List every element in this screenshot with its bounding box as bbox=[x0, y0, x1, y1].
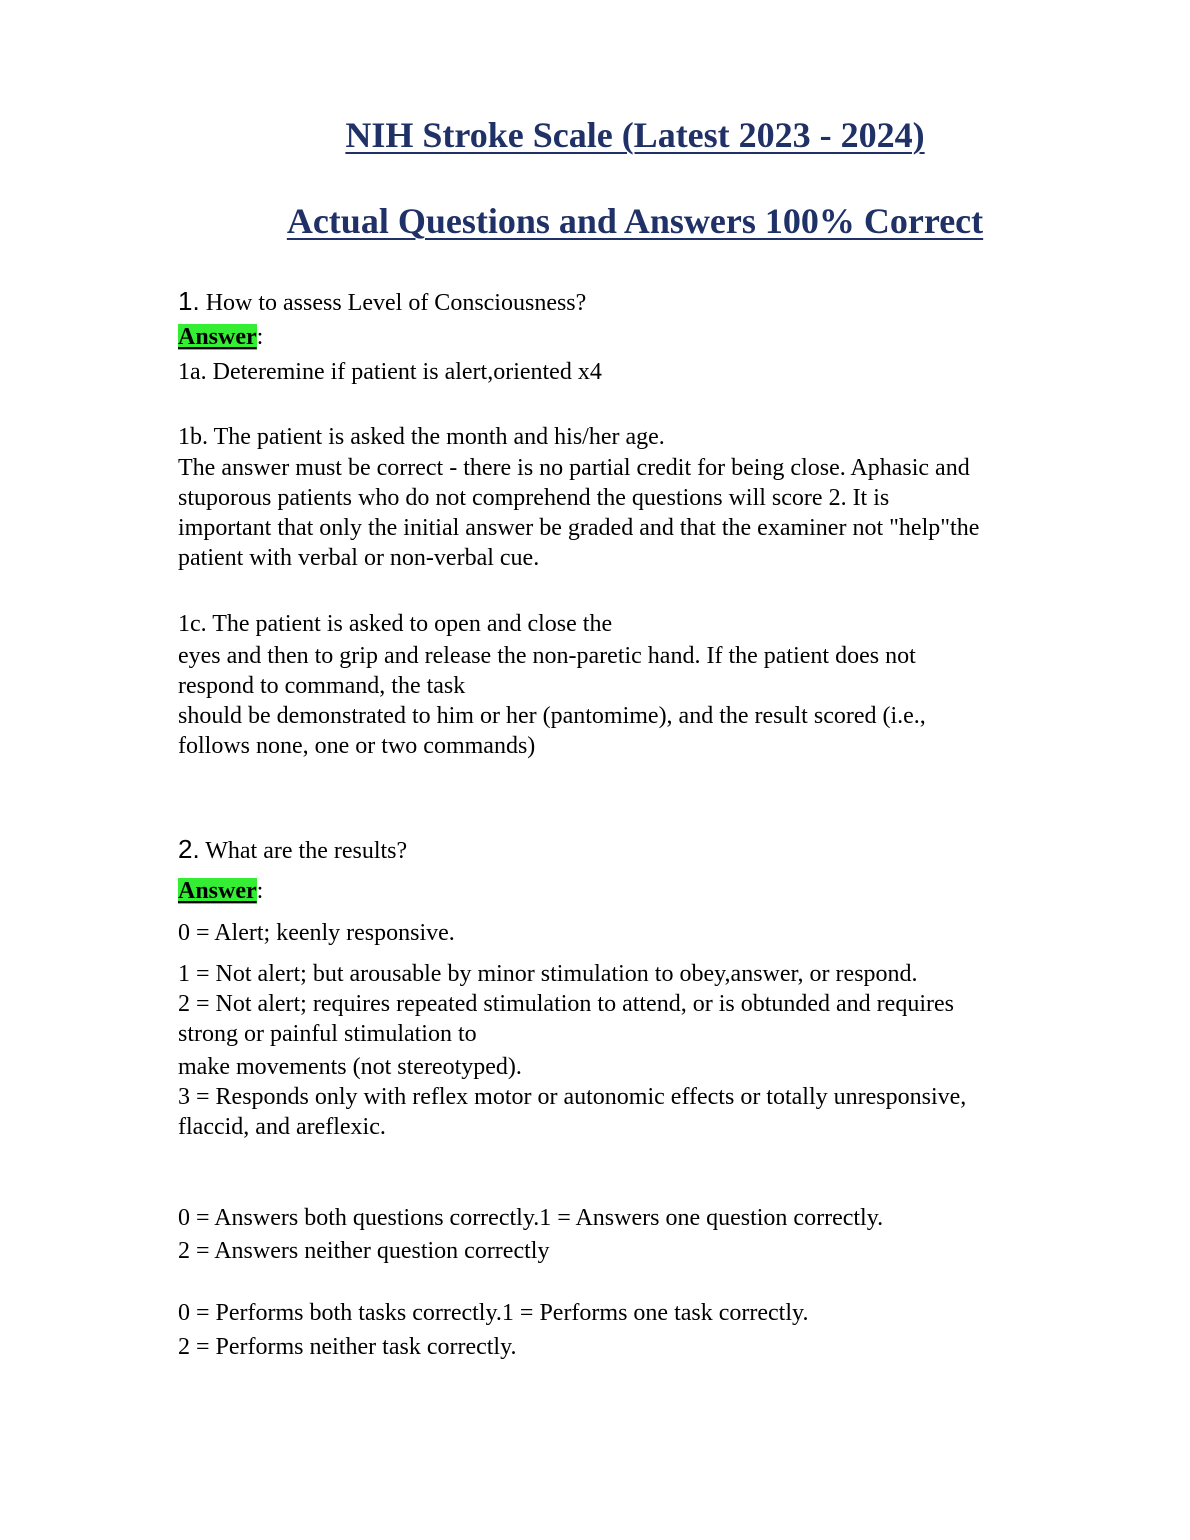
answer-1b-line: important that only the initial answer be graded and that the examiner not "help"the bbox=[178, 515, 980, 541]
answer-label: Answer bbox=[178, 878, 257, 904]
score-line: 0 = Answers both questions correctly.1 = Answers one question correctly. bbox=[178, 1205, 884, 1231]
answer-1b-line: patient with verbal or non-verbal cue. bbox=[178, 545, 540, 571]
result-line: flaccid, and areflexic. bbox=[178, 1114, 386, 1140]
question-number: 2. bbox=[178, 834, 200, 864]
result-line: 1 = Not alert; but arousable by minor stimulation to obey,answer, or respond. bbox=[178, 961, 918, 987]
answer-label-row bbox=[178, 322, 263, 352]
document-title: NIH Stroke Scale (Latest 2023 - 2024) bbox=[345, 115, 925, 155]
answer-1c-line: follows none, one or two commands) bbox=[178, 733, 536, 759]
answer-1c-line: respond to command, the task bbox=[178, 673, 466, 699]
document-subtitle: Actual Questions and Answers 100% Correct bbox=[286, 201, 984, 241]
answer-1b-line: The answer must be correct - there is no partial credit for being close. Aphasic and bbox=[178, 455, 970, 481]
question-2 bbox=[178, 834, 407, 866]
answer-1a: 1a. Deteremine if patient is alert,oriented x4 bbox=[178, 359, 602, 385]
answer-1c-line: should be demonstrated to him or her (pantomime), and the result scored (i.e., bbox=[178, 703, 926, 729]
answer-colon: : bbox=[256, 324, 264, 350]
result-line: make movements (not stereotyped). bbox=[178, 1054, 522, 1080]
score-line: 2 = Answers neither question correctly bbox=[178, 1238, 550, 1264]
answer-label-row bbox=[178, 876, 263, 906]
score-line: 2 = Performs neither task correctly. bbox=[178, 1334, 517, 1360]
score-line: 0 = Performs both tasks correctly.1 = Performs one task correctly. bbox=[178, 1300, 809, 1326]
question-text: What are the results? bbox=[199, 838, 408, 864]
answer-label: Answer bbox=[178, 324, 257, 350]
question-1 bbox=[178, 286, 586, 318]
result-line: 3 = Responds only with reflex motor or autonomic effects or totally unresponsive, bbox=[178, 1084, 967, 1110]
result-line: 0 = Alert; keenly responsive. bbox=[178, 920, 455, 946]
answer-1c-line: 1c. The patient is asked to open and close the bbox=[178, 611, 613, 637]
answer-1b-line: stuporous patients who do not comprehend the questions will score 2. It is bbox=[178, 485, 890, 511]
answer-1c-line: eyes and then to grip and release the non-paretic hand. If the patient does not bbox=[178, 643, 916, 669]
answer-1b-line: 1b. The patient is asked the month and his/her age. bbox=[178, 424, 665, 450]
answer-colon: : bbox=[256, 878, 264, 904]
result-line: strong or painful stimulation to bbox=[178, 1021, 477, 1047]
question-number: 1. bbox=[178, 286, 200, 316]
result-line: 2 = Not alert; requires repeated stimulation to attend, or is obtunded and requires bbox=[178, 991, 954, 1017]
question-text: How to assess Level of Consciousness? bbox=[199, 290, 587, 316]
